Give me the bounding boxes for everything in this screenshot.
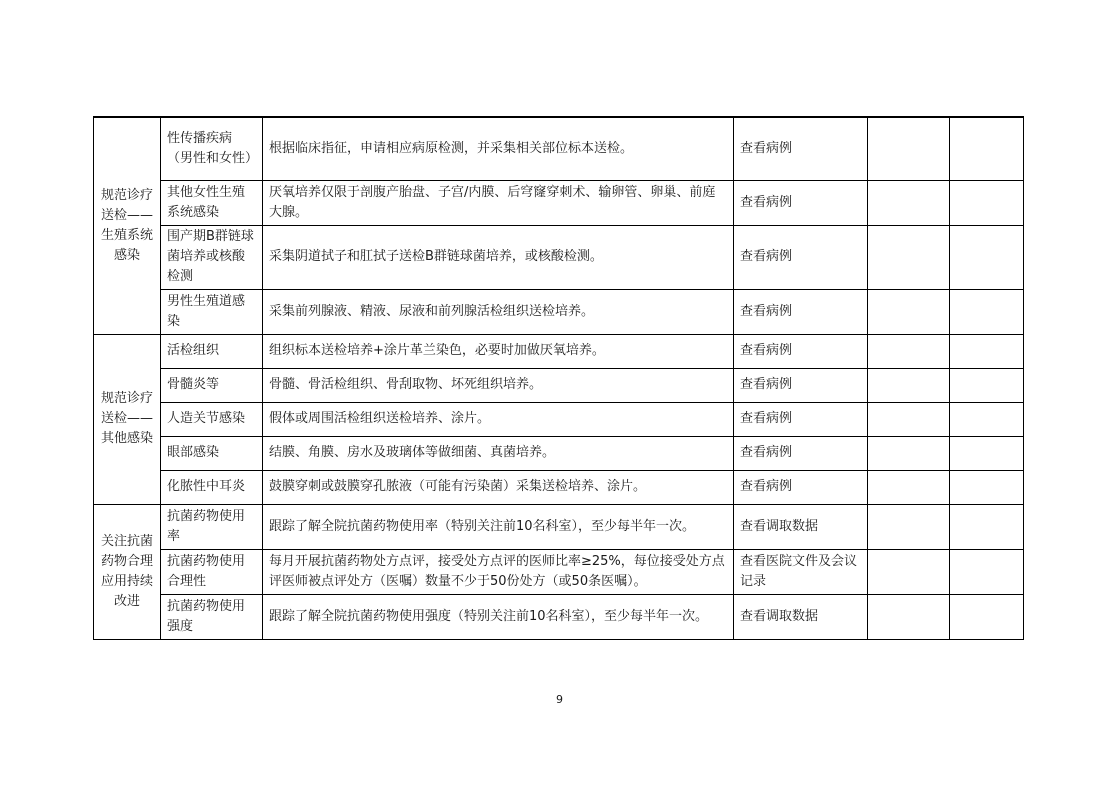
requirement-cell: 假体或周围活检组织送检培养、涂片。 [263,402,734,436]
blank-cell [868,289,950,334]
table-row [94,594,1024,639]
item-cell: 活检组织 [161,334,263,368]
method-cell: 查看病例 [734,289,868,334]
page-number: 9 [556,693,563,706]
method-cell: 查看调取数据 [734,504,868,549]
table-row [94,225,1024,289]
requirement-cell: 根据临床指征，申请相应病原检测，并采集相关部位标本送检。 [263,117,734,180]
item-cell: 性传播疾病（男性和女性） [161,117,263,180]
requirement-cell: 组织标本送检培养+涂片革兰染色，必要时加做厌氧培养。 [263,334,734,368]
item-cell: 骨髓炎等 [161,368,263,402]
requirement-cell: 结膜、角膜、房水及玻璃体等做细菌、真菌培养。 [263,436,734,470]
table-row [94,504,1024,549]
table-row [94,368,1024,402]
item-cell: 男性生殖道感染 [161,289,263,334]
method-cell: 查看调取数据 [734,594,868,639]
item-cell: 抗菌药物使用率 [161,504,263,549]
blank-cell [868,436,950,470]
blank-cell [868,334,950,368]
blank-cell [950,470,1024,504]
method-cell: 查看病例 [734,117,868,180]
table-row [94,470,1024,504]
blank-cell [950,289,1024,334]
method-cell: 查看病例 [734,368,868,402]
method-cell: 查看病例 [734,436,868,470]
item-cell: 围产期B群链球菌培养或核酸检测 [161,225,263,289]
requirement-cell: 跟踪了解全院抗菌药物使用率（特别关注前10名科室），至少每半年一次。 [263,504,734,549]
item-cell: 眼部感染 [161,436,263,470]
requirement-cell: 跟踪了解全院抗菌药物使用强度（特别关注前10名科室），至少每半年一次。 [263,594,734,639]
requirement-cell: 鼓膜穿刺或鼓膜穿孔脓液（可能有污染菌）采集送检培养、涂片。 [263,470,734,504]
table-row [94,334,1024,368]
item-cell: 抗菌药物使用强度 [161,594,263,639]
table-row [94,117,1024,180]
blank-cell [950,180,1024,225]
item-cell: 其他女性生殖系统感染 [161,180,263,225]
method-cell: 查看病例 [734,470,868,504]
method-cell: 查看病例 [734,402,868,436]
table-row [94,289,1024,334]
table-row [94,180,1024,225]
blank-cell [868,470,950,504]
category-cell: 规范诊疗送检——生殖系统感染 [94,117,161,334]
blank-cell [950,594,1024,639]
blank-cell [950,436,1024,470]
table-row [94,402,1024,436]
requirement-cell: 厌氧培养仅限于剖腹产胎盘、子宫/内膜、后穹窿穿刺术、输卵管、卵巢、前庭大腺。 [263,180,734,225]
blank-cell [868,549,950,594]
blank-cell [868,180,950,225]
requirement-cell: 采集前列腺液、精液、尿液和前列腺活检组织送检培养。 [263,289,734,334]
method-cell: 查看病例 [734,225,868,289]
blank-cell [868,225,950,289]
item-cell: 人造关节感染 [161,402,263,436]
blank-cell [868,504,950,549]
content-table [93,116,1024,640]
category-cell: 规范诊疗送检——其他感染 [94,334,161,504]
method-cell: 查看病例 [734,334,868,368]
blank-cell [950,334,1024,368]
blank-cell [950,504,1024,549]
category-cell: 关注抗菌药物合理应用持续改进 [94,504,161,639]
blank-cell [950,402,1024,436]
blank-cell [868,594,950,639]
table-row [94,549,1024,594]
blank-cell [950,368,1024,402]
method-cell: 查看医院文件及会议记录 [734,549,868,594]
blank-cell [868,402,950,436]
item-cell: 抗菌药物使用合理性 [161,549,263,594]
item-cell: 化脓性中耳炎 [161,470,263,504]
blank-cell [868,368,950,402]
blank-cell [950,117,1024,180]
requirement-cell: 每月开展抗菌药物处方点评，接受处方点评的医师比率≥25%，每位接受处方点评医师被点评处方（医嘱）数量不少于50份处方（或50条医嘱）。 [263,549,734,594]
method-cell: 查看病例 [734,180,868,225]
requirement-cell: 采集阴道拭子和肛拭子送检B群链球菌培养，或核酸检测。 [263,225,734,289]
blank-cell [950,225,1024,289]
table-row [94,436,1024,470]
blank-cell [868,117,950,180]
blank-cell [950,549,1024,594]
requirement-cell: 骨髓、骨活检组织、骨刮取物、坏死组织培养。 [263,368,734,402]
